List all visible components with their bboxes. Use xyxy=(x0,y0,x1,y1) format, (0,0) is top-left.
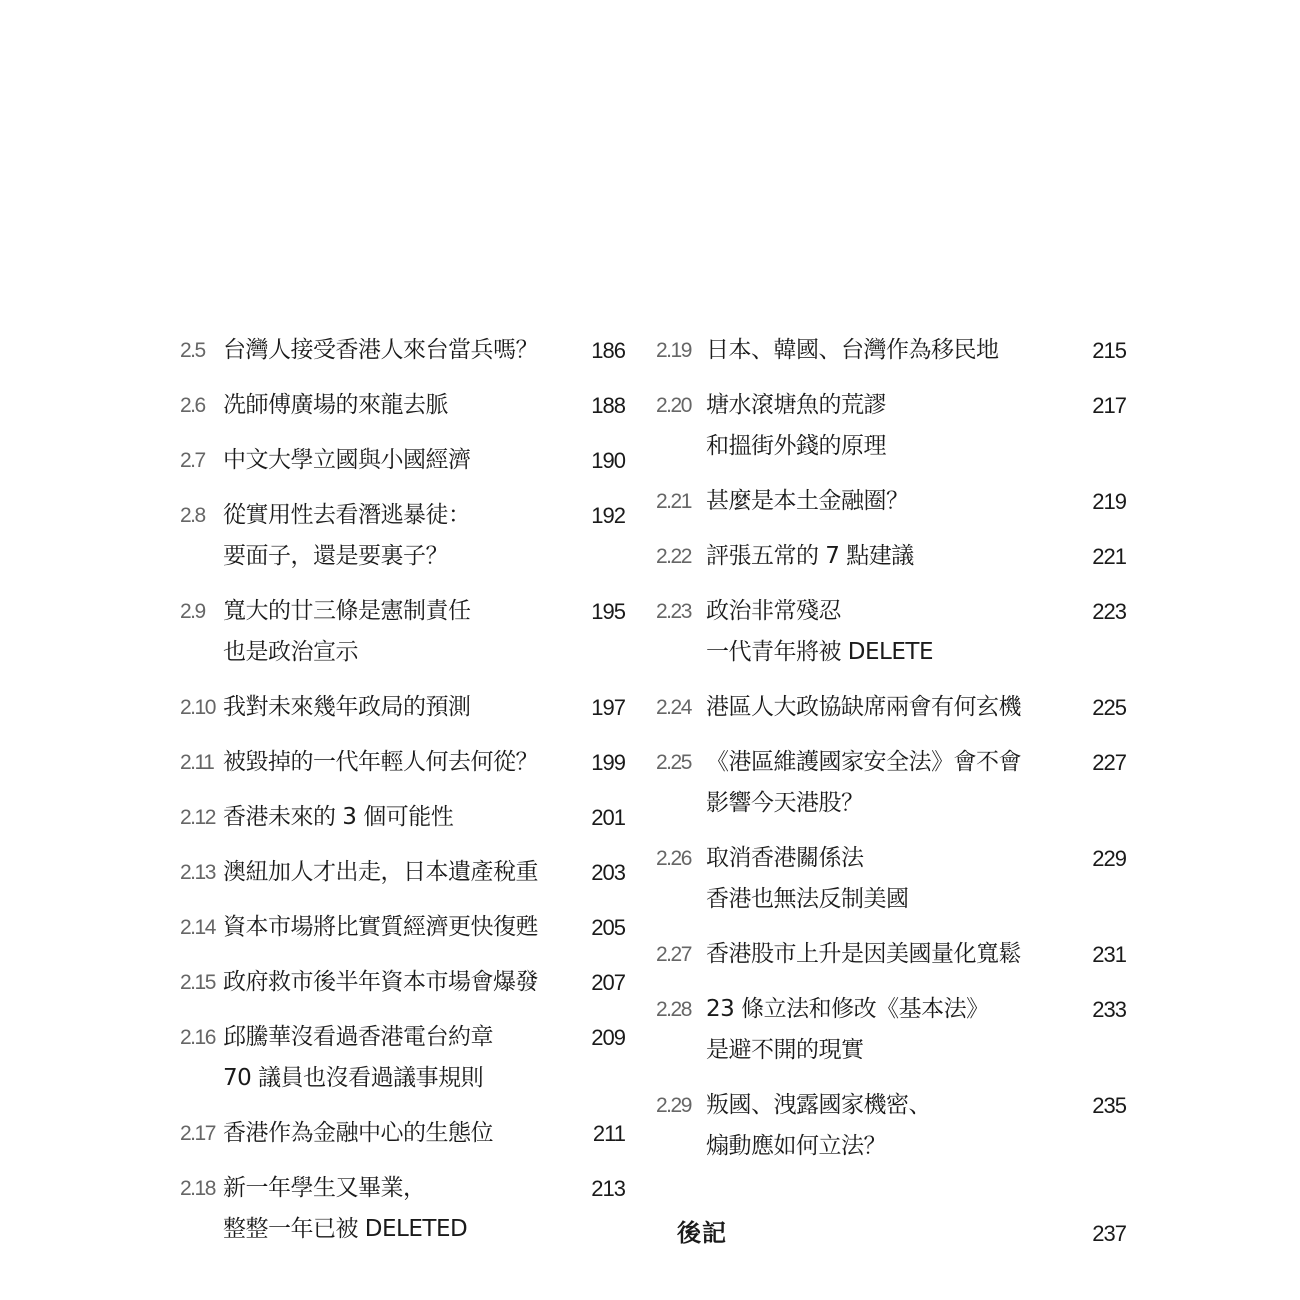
section-number: 2.11 xyxy=(180,751,214,774)
section-title-line: 台灣人接受香港人來台當兵嗎？ xyxy=(223,337,538,363)
page-number: 233 xyxy=(1092,997,1126,1022)
section-title-line: 港區人大政協缺席兩會有何玄機 xyxy=(706,694,1021,720)
page-number: 211 xyxy=(592,1121,625,1146)
section-number: 2.10 xyxy=(180,696,215,719)
toc-entry[interactable] xyxy=(656,330,1126,371)
section-title-line: 是避不開的現實 xyxy=(706,1037,864,1063)
toc-entry[interactable] xyxy=(180,330,625,371)
toc-entry[interactable] xyxy=(180,962,625,1003)
section-number: 2.24 xyxy=(656,696,691,719)
toc-left-column xyxy=(180,330,625,1264)
section-number: 2.16 xyxy=(180,1026,215,1049)
section-number: 2.22 xyxy=(656,545,691,568)
section-title-line: 整整一年已被 DELETED xyxy=(223,1216,468,1242)
section-title xyxy=(180,330,625,371)
section-title-line: 評張五常的 7 點建議 xyxy=(706,543,914,569)
toc-entry[interactable] xyxy=(180,1168,625,1250)
toc-afterword-entry[interactable] xyxy=(677,1213,1126,1254)
page-number: 215 xyxy=(1092,338,1126,363)
section-title xyxy=(180,385,625,426)
section-title xyxy=(180,797,625,838)
section-title-line: 也是政治宣示 xyxy=(223,639,358,665)
section-title-line: 政治非常殘忍 xyxy=(706,598,841,624)
page-number: 205 xyxy=(591,915,625,940)
section-title-line: 澳紐加人才出走，日本遺產稅重 xyxy=(223,859,538,885)
toc-entry[interactable] xyxy=(656,742,1126,824)
section-title xyxy=(180,962,625,1003)
section-title xyxy=(656,687,1126,728)
section-number: 2.8 xyxy=(180,504,205,527)
section-title-line: 政府救市後半年資本市場會爆發 xyxy=(223,969,538,995)
section-title xyxy=(656,591,1126,673)
section-title-line: 冼師傅廣場的來龍去脈 xyxy=(223,392,448,418)
section-number: 2.25 xyxy=(656,751,691,774)
section-number: 2.27 xyxy=(656,943,691,966)
page-number: 217 xyxy=(1092,393,1126,418)
section-number: 2.26 xyxy=(656,847,691,870)
page-number: 219 xyxy=(1092,489,1126,514)
section-title xyxy=(656,481,1126,522)
section-number: 2.7 xyxy=(180,449,205,472)
section-title xyxy=(180,440,625,481)
page-number: 197 xyxy=(591,695,625,720)
toc-entry[interactable] xyxy=(656,989,1126,1071)
section-title-line: 23 條立法和修改《基本法》 xyxy=(706,996,989,1022)
section-number: 2.9 xyxy=(180,600,205,623)
page-number: 207 xyxy=(591,970,625,995)
section-title xyxy=(180,742,625,783)
page-number: 190 xyxy=(591,448,625,473)
page-number: 186 xyxy=(591,338,625,363)
section-title xyxy=(656,330,1126,371)
section-title xyxy=(180,907,625,948)
section-title xyxy=(180,1168,625,1250)
toc-entry[interactable] xyxy=(180,1113,625,1154)
section-title-line: 從實用性去看潛逃暴徒： xyxy=(223,502,471,528)
section-title-line: 一代青年將被 DELETE xyxy=(706,639,933,665)
page-number: 195 xyxy=(591,599,625,624)
page-number: 209 xyxy=(591,1025,625,1050)
page-number: 229 xyxy=(1092,846,1126,871)
toc-entry[interactable] xyxy=(180,440,625,481)
toc-entry[interactable] xyxy=(656,536,1126,577)
section-number: 2.23 xyxy=(656,600,691,623)
page-number: 203 xyxy=(591,860,625,885)
section-number: 2.28 xyxy=(656,998,691,1021)
section-title-line: 煽動應如何立法？ xyxy=(706,1133,886,1159)
section-title xyxy=(180,1017,625,1099)
page-number: 201 xyxy=(591,805,625,830)
toc-entry[interactable] xyxy=(656,687,1126,728)
toc-entry[interactable] xyxy=(180,591,625,673)
section-number: 2.5 xyxy=(180,339,205,362)
section-title xyxy=(656,742,1126,824)
page-number: 227 xyxy=(1092,750,1126,775)
section-number: 2.19 xyxy=(656,339,691,362)
section-title xyxy=(180,1113,625,1154)
section-title xyxy=(656,1085,1126,1167)
section-number: 2.14 xyxy=(180,916,215,939)
afterword-page-number: 237 xyxy=(1092,1221,1126,1246)
section-title-line: 要面子，還是要裏子？ xyxy=(223,543,448,569)
toc-right-column xyxy=(656,330,1126,1181)
page-number: 199 xyxy=(591,750,625,775)
page-number: 221 xyxy=(1092,544,1126,569)
section-number: 2.13 xyxy=(180,861,215,884)
section-title-line: 70 議員也沒看過議事規則 xyxy=(223,1065,484,1091)
page-number: 188 xyxy=(591,393,625,418)
section-title-line: 影響今天港股？ xyxy=(706,790,864,816)
page-number: 213 xyxy=(591,1176,625,1201)
page-number: 223 xyxy=(1092,599,1126,624)
toc-entry[interactable] xyxy=(180,1017,625,1099)
section-title-line: 香港股市上升是因美國量化寬鬆 xyxy=(706,941,1021,967)
toc-entry[interactable] xyxy=(180,742,625,783)
section-title xyxy=(656,385,1126,467)
section-title xyxy=(180,687,625,728)
section-title-line: 新一年學生又畢業， xyxy=(223,1175,426,1201)
section-number: 2.12 xyxy=(180,806,215,829)
section-number: 2.20 xyxy=(656,394,691,417)
section-title-line: 日本、韓國、台灣作為移民地 xyxy=(706,337,999,363)
toc-entry[interactable] xyxy=(656,1085,1126,1167)
page-number: 231 xyxy=(1092,942,1126,967)
section-title-line: 寬大的廿三條是憲制責任 xyxy=(223,598,471,624)
page-number: 235 xyxy=(1092,1093,1126,1118)
section-title xyxy=(656,838,1126,920)
toc-entry[interactable] xyxy=(656,591,1126,673)
section-title xyxy=(180,852,625,893)
toc-entry[interactable] xyxy=(656,838,1126,920)
toc-entry[interactable] xyxy=(180,385,625,426)
section-title xyxy=(180,495,625,577)
section-title xyxy=(656,989,1126,1071)
page-number: 192 xyxy=(591,503,625,528)
toc-entry[interactable] xyxy=(180,797,625,838)
section-number: 2.18 xyxy=(180,1177,215,1200)
section-title xyxy=(656,536,1126,577)
section-number: 2.15 xyxy=(180,971,215,994)
section-title xyxy=(180,591,625,673)
section-title-line: 我對未來幾年政局的預測 xyxy=(223,694,471,720)
section-title-line: 和搵街外錢的原理 xyxy=(706,433,886,459)
section-title-line: 香港未來的 3 個可能性 xyxy=(223,804,454,830)
page-number: 225 xyxy=(1092,695,1126,720)
section-title-line: 香港作為金融中心的生態位 xyxy=(223,1120,493,1146)
section-number: 2.29 xyxy=(656,1094,691,1117)
section-title xyxy=(656,934,1126,975)
toc-entry[interactable] xyxy=(180,907,625,948)
section-title-line: 中文大學立國與小國經濟 xyxy=(223,447,471,473)
section-title-line: 資本市場將比實質經濟更快復甦 xyxy=(223,914,538,940)
section-title-line: 《港區維護國家安全法》會不會 xyxy=(706,749,1021,775)
toc-entry[interactable] xyxy=(180,687,625,728)
section-number: 2.21 xyxy=(656,490,691,513)
section-title-line: 香港也無法反制美國 xyxy=(706,886,909,912)
section-number: 2.6 xyxy=(180,394,205,417)
toc-entry[interactable] xyxy=(656,385,1126,467)
afterword-title: 後記 xyxy=(677,1219,727,1247)
section-title-line: 甚麼是本土金融圈？ xyxy=(706,488,909,514)
section-title-line: 取消香港關係法 xyxy=(706,845,864,871)
section-title-line: 塘水滾塘魚的荒謬 xyxy=(706,392,886,418)
section-number: 2.17 xyxy=(180,1122,215,1145)
toc-entry[interactable] xyxy=(656,934,1126,975)
toc-entry[interactable] xyxy=(180,495,625,577)
toc-entry[interactable] xyxy=(180,852,625,893)
section-title-line: 邱騰華沒看過香港電台約章 xyxy=(223,1024,493,1050)
toc-entry[interactable] xyxy=(656,481,1126,522)
section-title-line: 叛國、洩露國家機密、 xyxy=(706,1092,931,1118)
section-title-line: 被毀掉的一代年輕人何去何從？ xyxy=(223,749,538,775)
